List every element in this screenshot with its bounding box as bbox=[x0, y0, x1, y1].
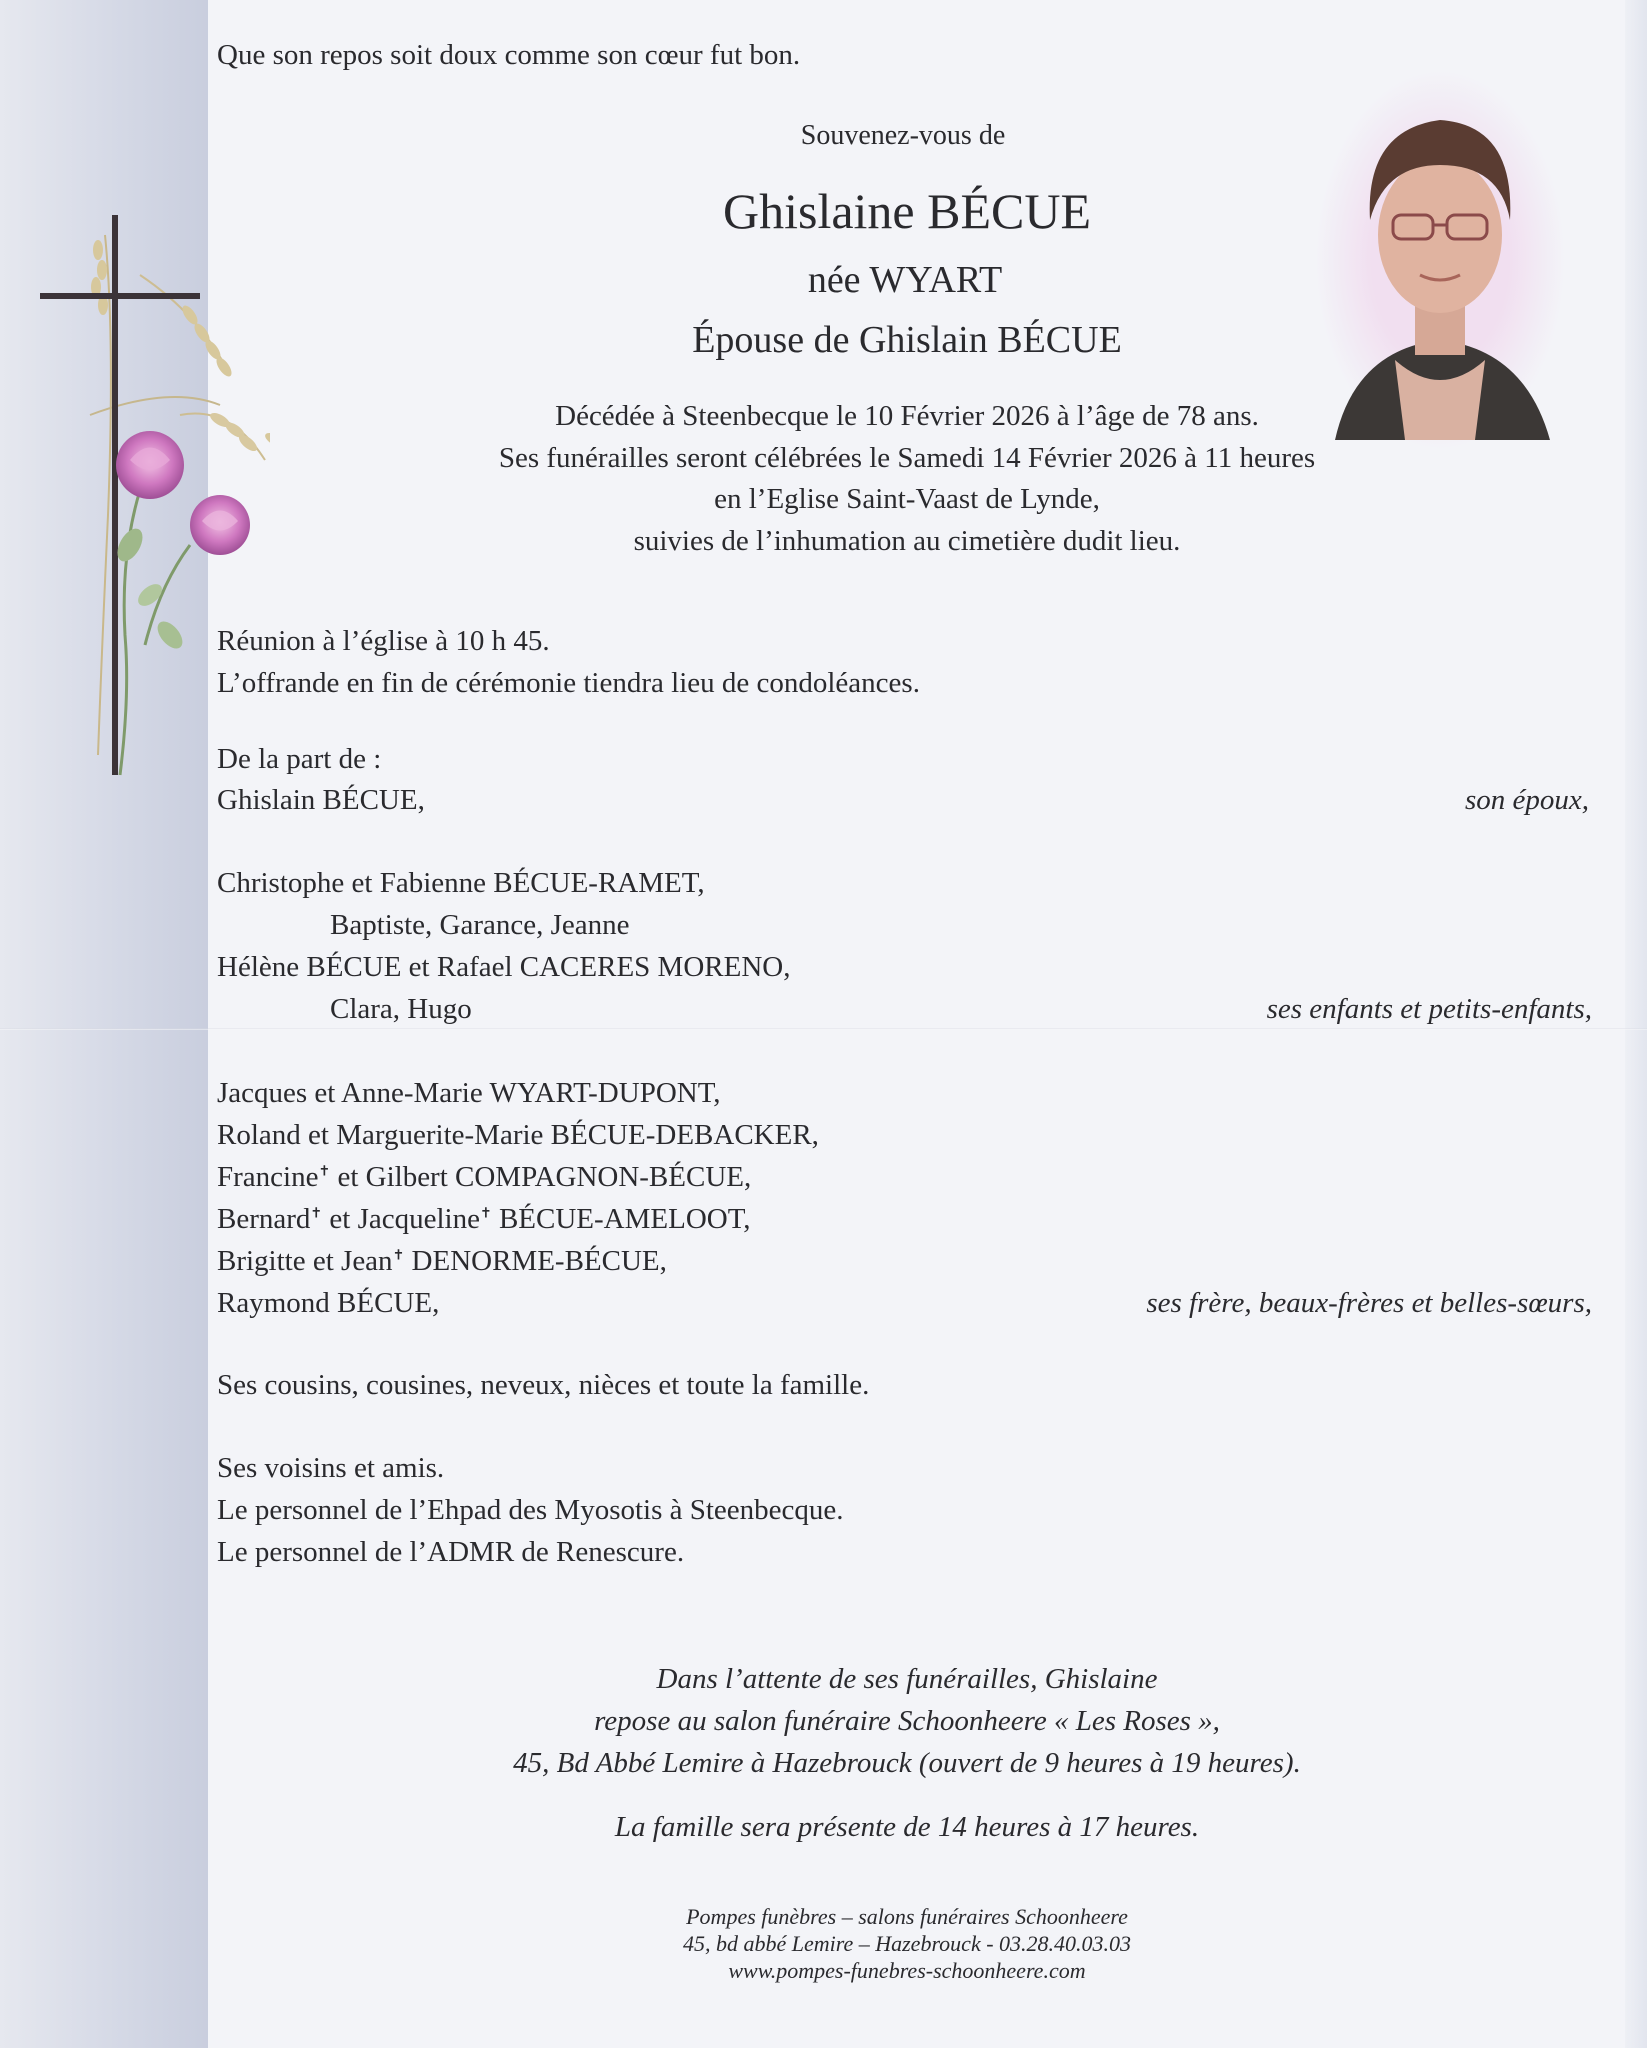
deceased-name: Ghislaine BÉCUE bbox=[722, 183, 1092, 239]
extended-family: Ses cousins, cousines, neveux, nièces et toute la famille. bbox=[217, 1369, 870, 1401]
neighbors-line: Ses voisins et amis. bbox=[217, 1452, 445, 1484]
ehpad-staff-line: Le personnel de l’Ehpad des Myosotis à Steenbecque. bbox=[217, 1494, 844, 1526]
family-member: Baptiste, Garance, Jeanne bbox=[330, 909, 630, 941]
family-member: Roland et Marguerite-Marie BÉCUE-DEBACKER, bbox=[217, 1119, 819, 1151]
deceased-cross-mark: ✝ bbox=[479, 1206, 492, 1222]
funeral-home-address: 45, bd abbé Lemire – Hazebrouck - 03.28.40.03.03 bbox=[682, 1931, 1132, 1956]
family-presence-hours: La famille sera présente de 14 heures à 17 heures. bbox=[614, 1811, 1200, 1843]
right-page-edge bbox=[1625, 0, 1647, 2048]
family-member: Clara, Hugo bbox=[330, 993, 472, 1025]
family-member: Brigitte et Jean✝ DENORME-BÉCUE, bbox=[217, 1245, 667, 1277]
church-meeting-time: Réunion à l’église à 10 h 45. bbox=[217, 625, 550, 657]
family-member: Hélène BÉCUE et Rafael CACERES MORENO, bbox=[217, 951, 791, 983]
spouse-line: Épouse de Ghislain BÉCUE bbox=[692, 319, 1122, 361]
family-member: Raymond BÉCUE, bbox=[217, 1287, 440, 1319]
family-member: Francine✝ et Gilbert COMPAGNON-BÉCUE, bbox=[217, 1161, 752, 1193]
family-member: Bernard✝ et Jacqueline✝ BÉCUE-AMELOOT, bbox=[217, 1203, 751, 1235]
family-member: Jacques et Anne-Marie WYART-DUPONT, bbox=[217, 1077, 721, 1109]
souvenez-vous-label: Souvenez-vous de bbox=[800, 120, 1006, 151]
cross-and-roses-illustration bbox=[30, 215, 270, 795]
family-member: Christophe et Fabienne BÉCUE-RAMET, bbox=[217, 867, 705, 899]
funeral-home-name: Pompes funèbres – salons funéraires Schoonheere bbox=[686, 1904, 1128, 1929]
from-label: De la part de : bbox=[217, 743, 382, 775]
paper-fold-line bbox=[0, 1028, 1647, 1030]
deceased-cross-mark: ✝ bbox=[310, 1206, 323, 1222]
spouse-name: Ghislain BÉCUE, bbox=[217, 784, 425, 816]
admr-staff-line: Le personnel de l’ADMR de Renescure. bbox=[217, 1536, 685, 1568]
offering-note: L’offrande en fin de cérémonie tiendra lieu de condoléances. bbox=[217, 667, 920, 699]
deceased-portrait-photo bbox=[1315, 70, 1565, 450]
salon-line-2: repose au salon funéraire Schoonheere « Les Roses », bbox=[594, 1705, 1220, 1737]
deceased-cross-mark: ✝ bbox=[392, 1248, 405, 1264]
maiden-name: née WYART bbox=[807, 259, 1003, 301]
salon-line-1: Dans l’attente de ses funérailles, Ghislaine bbox=[656, 1663, 1158, 1695]
children-role: ses enfants et petits-enfants, bbox=[1266, 993, 1592, 1025]
memorial-quote: Que son repos soit doux comme son cœur fut bon. bbox=[217, 39, 801, 71]
funeral-home-website: www.pompes-funebres-schoonheere.com bbox=[728, 1958, 1086, 1983]
death-announcement: Décédée à Steenbecque le 10 Février 2026 à l’âge de 78 ans. bbox=[555, 400, 1259, 432]
deceased-cross-mark: ✝ bbox=[318, 1164, 331, 1180]
burial-info: suivies de l’inhumation au cimetière dudit lieu. bbox=[633, 525, 1181, 557]
funeral-date: Ses funérailles seront célébrées le Samedi 14 Février 2026 à 11 heures bbox=[498, 442, 1316, 474]
salon-address: 45, Bd Abbé Lemire à Hazebrouck (ouvert de 9 heures à 19 heures). bbox=[513, 1747, 1301, 1779]
spouse-role: son époux, bbox=[1464, 784, 1589, 816]
funeral-church: en l’Eglise Saint-Vaast de Lynde, bbox=[714, 483, 1100, 515]
siblings-role: ses frère, beaux-frères et belles-sœurs, bbox=[1146, 1287, 1592, 1319]
